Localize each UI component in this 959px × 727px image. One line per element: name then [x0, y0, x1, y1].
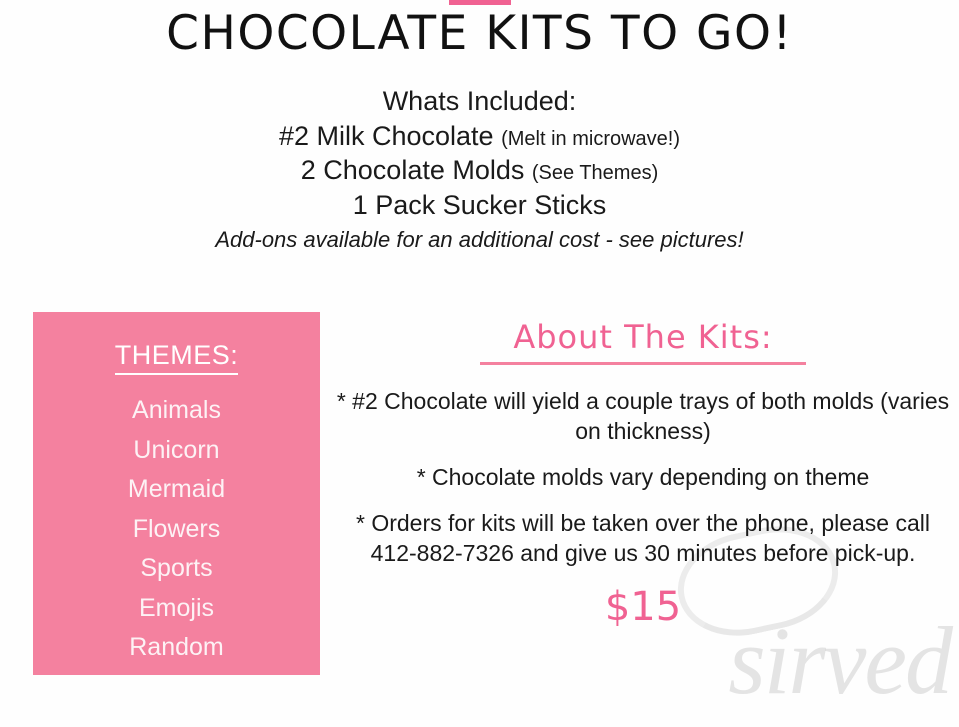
included-item-1	[0, 119, 959, 154]
theme-item-unicorn: Unicorn	[133, 435, 220, 464]
about-section	[336, 318, 950, 630]
page-title: CHOCOLATE KITS TO GO!	[166, 6, 793, 61]
themes-panel	[33, 312, 320, 675]
theme-item-sports: Sports	[140, 554, 213, 582]
included-item-3	[0, 188, 959, 223]
theme-item-emojis: Emojis	[138, 593, 214, 622]
about-bullet-1: * #2 Chocolate will yield a couple trays of both molds (varies on thickness)	[336, 388, 950, 444]
included-heading: Whats Included:	[382, 86, 577, 116]
watermark-text: sirved	[728, 607, 951, 714]
included-item-2-note: (See Themes)	[531, 162, 659, 185]
theme-item-mermaid: Mermaid	[127, 475, 226, 503]
theme-item-flowers: Flowers	[132, 514, 221, 543]
price-label: $15	[604, 584, 682, 631]
about-bullet-3: * Orders for kits will be taken over the phone, please call 412-882-7326 and give us 30 minutes before pick-up.	[355, 509, 930, 566]
about-bullet-2: * Chocolate molds vary depending on theme	[416, 463, 870, 490]
included-item-1-main: #2 Milk Chocolate	[278, 120, 494, 151]
included-item-1-note: (Melt in microwave!)	[501, 127, 681, 150]
included-item-2	[0, 153, 959, 188]
theme-item-random: Random	[129, 633, 224, 661]
about-heading-underline	[480, 362, 806, 365]
about-bullets	[336, 387, 950, 568]
included-item-3-main: 1 Pack Sucker Sticks	[352, 189, 607, 220]
addon-note: Add-ons available for an additional cost - see pictures!	[215, 227, 744, 253]
themes-heading: THEMES:	[115, 340, 239, 375]
top-accent-mark	[449, 0, 511, 5]
theme-item-animals: Animals	[132, 396, 221, 424]
included-section	[0, 84, 959, 254]
included-item-2-main: 2 Chocolate Molds	[300, 155, 525, 186]
about-heading: About The Kits:	[513, 318, 773, 356]
